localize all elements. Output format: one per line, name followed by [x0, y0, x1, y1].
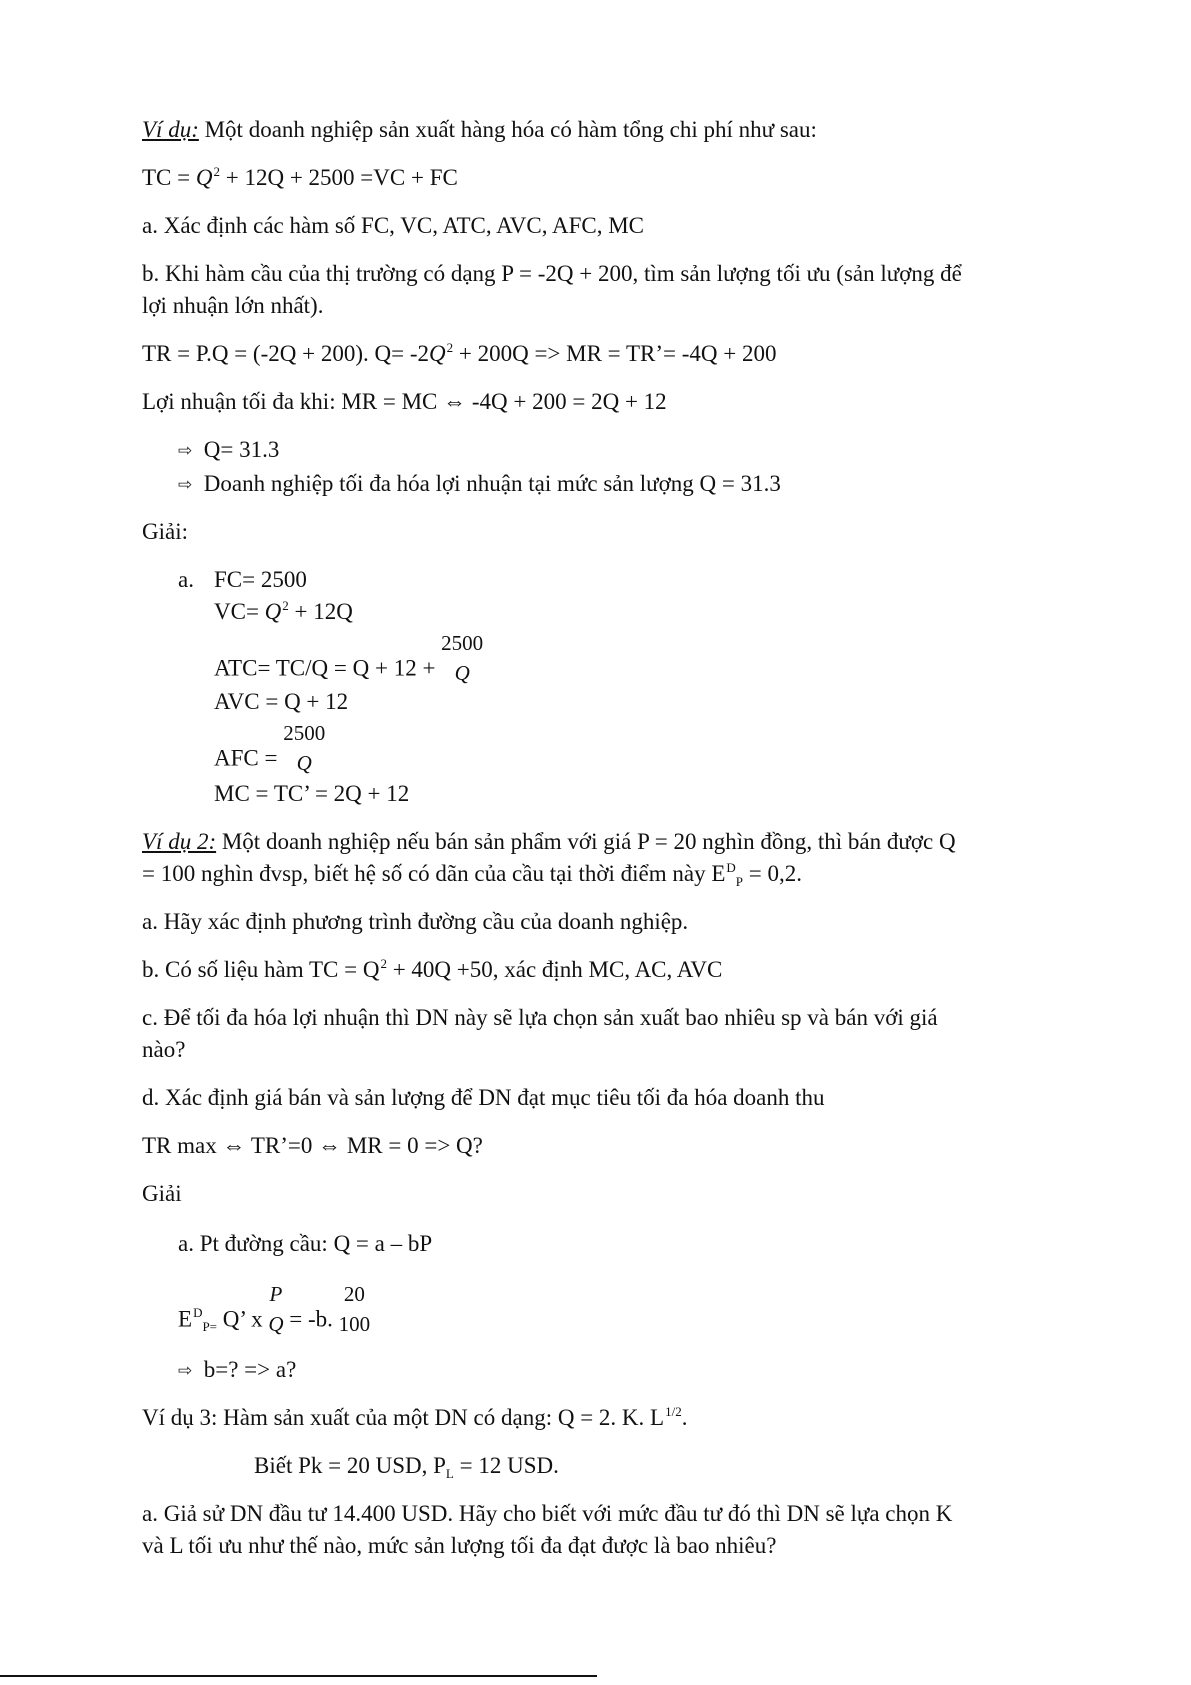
- ex3-question-a-line2: và L tối ưu như thế nào, mức sản lượng tối đa đạt được là bao nhiêu?: [142, 1533, 777, 1558]
- ex2-question-b: b. Có số liệu hàm TC = $Q^2 + 40Q +50$, xác định MC, AC, AVC: [142, 956, 723, 982]
- ex2-solution-label: Giải: [142, 1181, 182, 1206]
- ex2-tr-max: TR max ⇔ TR’=0 ⇔ MR = 0 => Q?: [142, 1133, 483, 1158]
- ex1-question-b-line2: lợi nhuận lớn nhất).: [142, 293, 324, 318]
- ex1-mc: MC = TC’ = 2Q + 12: [214, 781, 410, 806]
- ex1-vc: $VC= Q^2 + 12Q$: [214, 598, 353, 624]
- p-over-q-fraction: P Q: [268, 1282, 284, 1336]
- arrow-icon: ⇨: [178, 1361, 193, 1381]
- ex1-solution-label: Giải:: [142, 519, 188, 544]
- ex3-line1: Ví dụ 3: Hàm sản xuất của một DN có dạng: Q = 2. K. $L^{1/2}$.: [142, 1404, 688, 1430]
- ex1-intro: Ví dụ: Một doanh nghiệp sản xuất hàng hóa có hàm tổng chi phí như sau:: [142, 117, 817, 142]
- ex2-elasticity: $E^D_{P=}$ Q’ x P Q = -b. 20 100: [178, 1295, 370, 1347]
- ex1-profit-condition: Lợi nhuận tối đa khi: MR = MC ⇔ -4Q + 200 = 2Q + 12: [142, 389, 667, 414]
- atc-fraction: 2500 Q: [441, 631, 484, 685]
- ex1-question-b-line1: b. Khi hàm cầu của thị trường có dạng P = -2Q + 200, tìm sản lượng tối ưu (sản lượng để: [142, 261, 962, 286]
- afc-fraction: 2500 Q: [283, 721, 326, 775]
- ex1-fc: FC= 2500: [214, 567, 307, 592]
- ex1-tc-formula: TC = $Q^2 + 12Q + 2500 =VC$ + FC: [142, 164, 458, 190]
- ex2-line2: = 100 nghìn đvsp, biết hệ số có dãn của cầu tại thời điểm này $E^D_P = 0,2$.: [142, 860, 802, 889]
- 20-over-100-fraction: 20 100: [338, 1282, 371, 1336]
- ex1-question-a: a. Xác định các hàm số FC, VC, ATC, AVC, AFC, MC: [142, 213, 644, 238]
- ex1-sol-a-marker: a.: [178, 567, 194, 592]
- ex2-question-d: d. Xác định giá bán và sản lượng để DN đạt mục tiêu tối đa hóa doanh thu: [142, 1085, 825, 1110]
- ex2-label: Ví dụ 2:: [142, 829, 217, 854]
- ex1-atc: ATC= TC/Q = Q + 12 + 2500 Q: [214, 644, 483, 696]
- ex1-arrow-item-1: ⇨ Q= 31.3: [178, 437, 280, 462]
- ex1-label: Ví dụ:: [142, 117, 199, 142]
- ex1-tr-formula: TR = P.Q = (-2Q + 200). $Q= -2Q^2 + 200Q$ => MR = TR’= -4Q + 200: [142, 340, 777, 366]
- ex3-prices: Biết Pk = 20 USD, $P_L = 12$ USD.: [254, 1453, 559, 1481]
- ex2-arrow-item: ⇨ b=? => a?: [178, 1357, 297, 1382]
- ex2-question-c-line1: c. Để tối đa hóa lợi nhuận thì DN này sẽ lựa chọn sản xuất bao nhiêu sp và bán với giá: [142, 1005, 938, 1030]
- ex2-line1: Ví dụ 2: Một doanh nghiệp nếu bán sản phẩm với giá P = 20 nghìn đồng, thì bán được Q: [142, 829, 956, 854]
- ex2-question-a: a. Hãy xác định phương trình đường cầu của doanh nghiệp.: [142, 909, 689, 934]
- arrow-icon: ⇨: [178, 475, 193, 495]
- ex1-afc: AFC = 2500 Q: [214, 734, 325, 786]
- ex3-question-a-line1: a. Giả sử DN đầu tư 14.400 USD. Hãy cho biết với mức đầu tư đó thì DN sẽ lựa chọn K: [142, 1501, 953, 1526]
- ex2-question-c-line2: nào?: [142, 1037, 186, 1062]
- footer-rule: [0, 1675, 597, 1677]
- ex1-arrow-item-2: ⇨ Doanh nghiệp tối đa hóa lợi nhuận tại mức sản lượng Q = 31.3: [178, 471, 781, 496]
- ex2-sol-a: a. Pt đường cầu: Q = a – bP: [178, 1231, 433, 1256]
- ex1-avc: AVC = Q + 12: [214, 689, 349, 714]
- arrow-icon: ⇨: [178, 441, 193, 461]
